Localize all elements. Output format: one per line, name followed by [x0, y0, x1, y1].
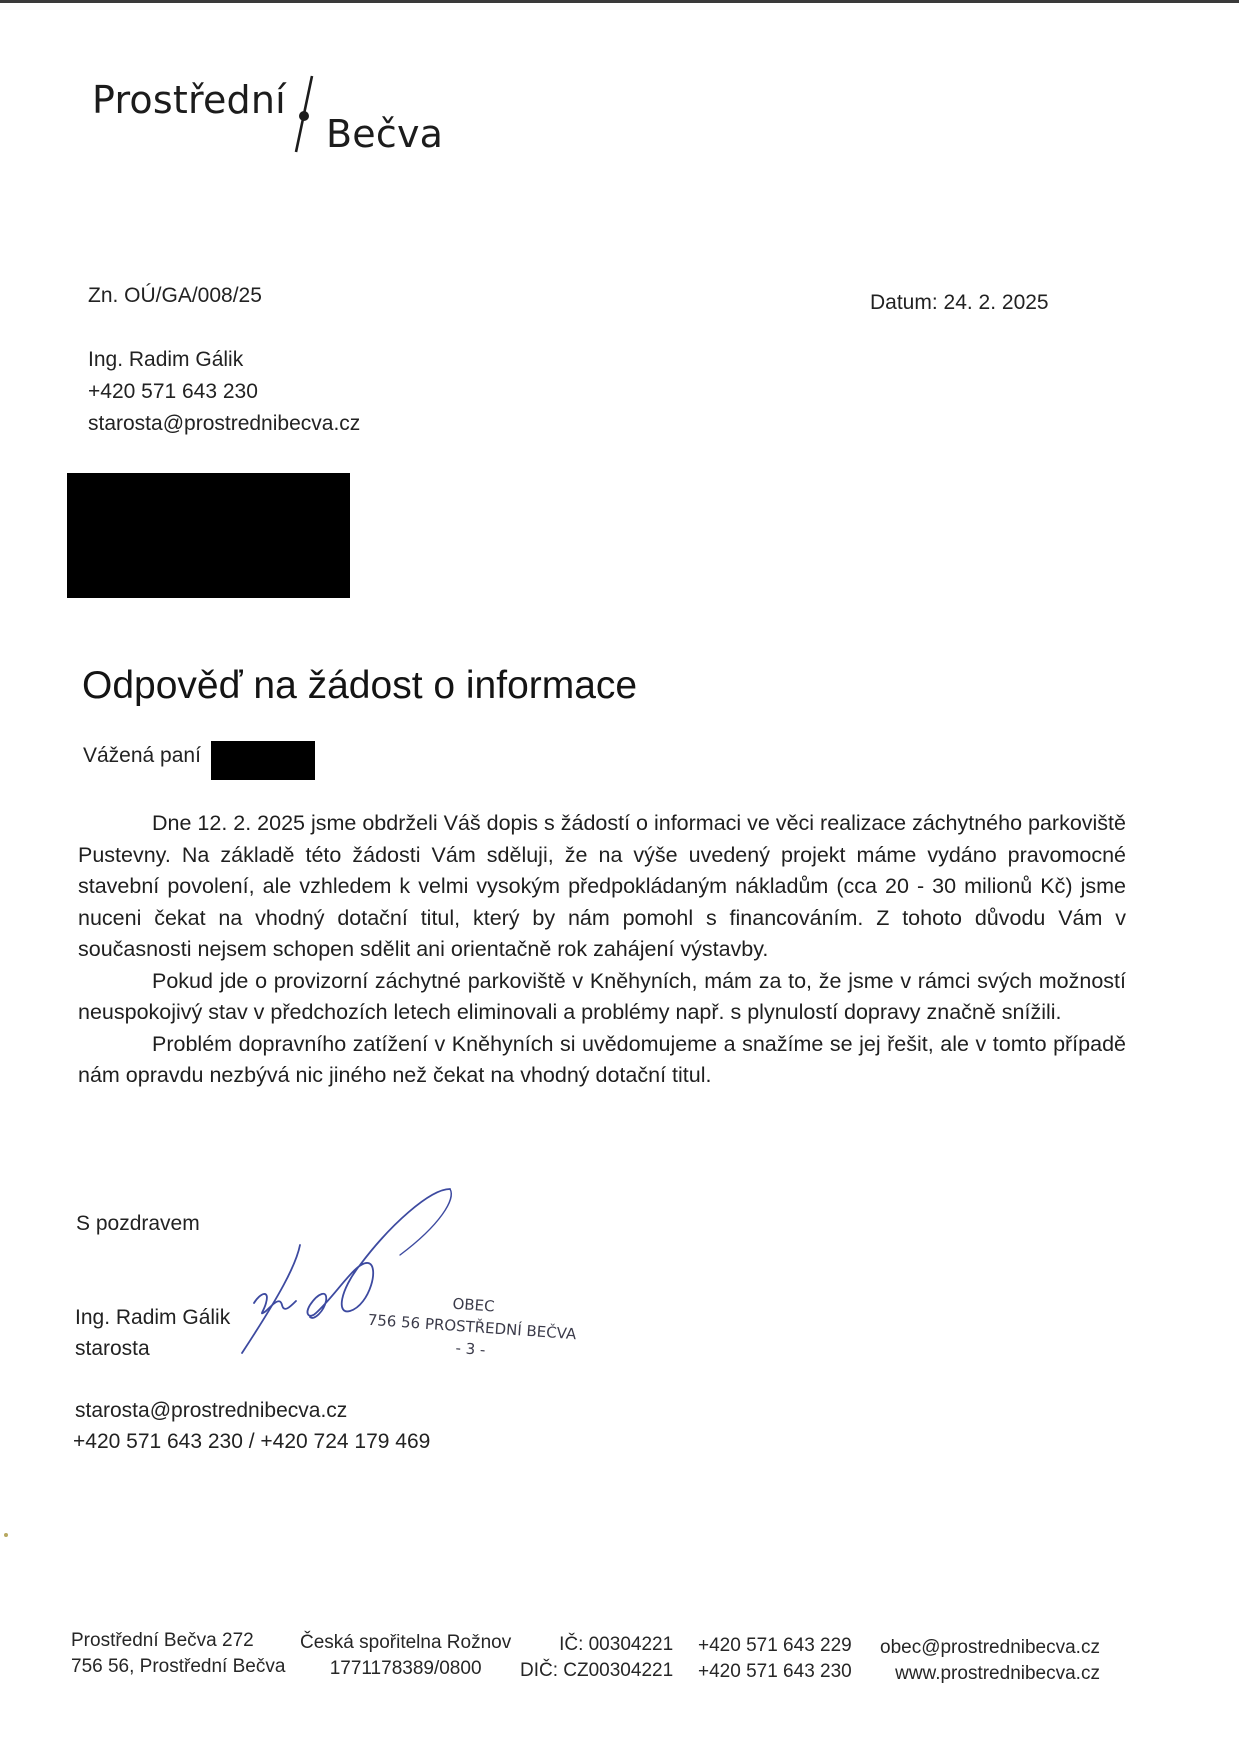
footer-phones — [698, 1633, 852, 1685]
sender-block — [88, 344, 360, 440]
salutation: Vážená paní — [83, 744, 201, 767]
stamp-line-3: - 3 - — [454, 1338, 487, 1359]
footer-online — [880, 1635, 1100, 1687]
footer-ids — [520, 1632, 673, 1684]
stamp-line-1: OBEC — [451, 1294, 496, 1316]
reference-number: Zn. OÚ/GA/008/25 — [88, 284, 262, 307]
footer-ic: IČ: 00304221 — [559, 1634, 674, 1655]
footer-address-line-1: Prostřední Bečva 272 — [71, 1630, 254, 1651]
closing-phones: +420 571 643 230 / +420 724 179 469 — [73, 1430, 431, 1453]
paragraph-2: Pokud jde o provizorní záchytné parkoviště v Kněhyních, mám za to, že jsme v rámci svých možností neuspokojivý stav v předchozích letech eliminovali a problémy např. s plynulostí dopravy značně snížili. — [78, 968, 1126, 1024]
footer-bank-name: Česká spořitelna Rožnov — [300, 1632, 512, 1653]
paragraph-1: Dne 12. 2. 2025 jsme obdrželi Váš dopis s žádostí o informaci ve věci realizace záchytného parkoviště Pustevny. Na základě této žádosti Vám sděluji, že na výše uvedený projekt máme vydáno pravomocné stavební povolení, ale vzhledem k velmi vysokým předpokládaným nákladům (cca 20 - 30 milionů Kč) jsme nuceni čekat na vhodný dotační titul, který by nám pomohl s financováním. Z tohoto důvodu Vám v současnosti nejsem schopen sdělit ani orientačně rok zahájení výstavby. — [78, 811, 1126, 961]
redacted-recipient-address — [67, 473, 350, 598]
sender-name: Ing. Radim Gálik — [88, 348, 244, 371]
redacted-recipient-name — [211, 741, 315, 780]
sender-email: starosta@prostrednibecva.cz — [88, 412, 361, 435]
letter-body — [78, 808, 1126, 1092]
footer-dic: DIČ: CZ00304221 — [520, 1660, 674, 1681]
stamp-line-2: 756 56 PROSTŘEDNÍ BEČVA — [367, 1310, 577, 1344]
footer-address — [71, 1628, 285, 1680]
footer-email: obec@prostrednibecva.cz — [880, 1637, 1100, 1658]
footer-phone-2: +420 571 643 230 — [698, 1661, 852, 1682]
scan-edge-line — [0, 0, 1239, 3]
footer-bank — [300, 1630, 511, 1682]
letter-title: Odpověď na žádost o informace — [82, 664, 638, 707]
scan-speck — [4, 1533, 8, 1537]
footer-bank-account: 1771178389/0800 — [329, 1658, 482, 1679]
sender-phone: +420 571 643 230 — [88, 380, 258, 403]
closing-role: starosta — [75, 1337, 150, 1360]
closing-greeting: S pozdravem — [76, 1212, 200, 1235]
paragraph-3: Problém dopravního zatížení v Kněhyních si uvědomujeme a snažíme se jej řešit, ale v tomto případě nám opravdu nezbývá nic jiného než čekat na vhodný dotační titul. — [78, 1031, 1126, 1087]
footer-website: www.prostrednibecva.cz — [895, 1663, 1100, 1684]
logo-text-left: Prostřední — [92, 78, 286, 122]
footer-phone-1: +420 571 643 229 — [698, 1635, 852, 1656]
letter-date: Datum: 24. 2. 2025 — [870, 291, 1049, 314]
logo-slash-icon — [290, 74, 320, 156]
closing-name: Ing. Radim Gálik — [75, 1306, 231, 1329]
footer-address-line-2: 756 56, Prostřední Bečva — [71, 1656, 286, 1677]
logo-text-right: Bečva — [326, 112, 444, 156]
closing-email: starosta@prostrednibecva.cz — [75, 1399, 348, 1422]
